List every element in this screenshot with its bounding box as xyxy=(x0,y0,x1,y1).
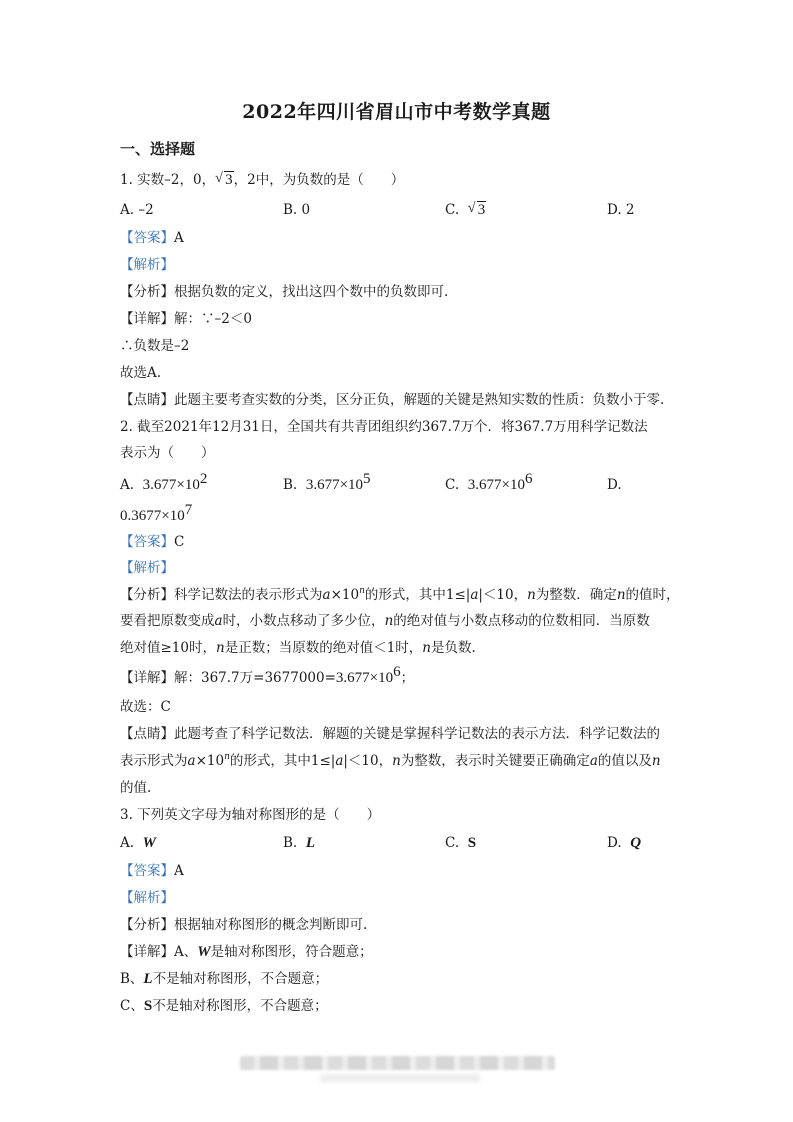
q1-option-a: A. –2 xyxy=(120,202,154,218)
q3-fenxi: 【分析】根据轴对称图形的概念判断即可. xyxy=(120,917,368,933)
sqrt-3: √ 3 xyxy=(215,171,233,188)
q2-fenxi-line1: 【分析】科学记数法的表示形式为$a\times 10^n$的形式，其中1≤|a|＜10，n为整数．确定n的值时， xyxy=(120,586,680,603)
q2-dianjing-line3: 的值. xyxy=(120,780,152,796)
q2-option-b: B. $3.677\times 10^5$ xyxy=(283,471,371,493)
sqrt-3-option: √ 3 xyxy=(467,201,486,218)
q1-answer: 【答案】A xyxy=(120,230,184,246)
q2-xiangjie: 【详解】解：367.7万$=3677000=3.677\times 10^6$； xyxy=(120,664,415,686)
q1-analysis-tag: 【解析】 xyxy=(120,257,174,273)
q2-fenxi-line2: 要看把原数变成a时，小数点移动了多少位，n的绝对值与小数点移动的位数相同．当原数 xyxy=(120,613,650,629)
q3-analysis-tag: 【解析】 xyxy=(120,890,174,906)
q2-option-d-label: D. xyxy=(607,477,622,493)
q2-choose: 故选：C xyxy=(120,699,171,715)
blurred-watermark xyxy=(240,1056,555,1070)
q2-dianjing-line2: 表示形式为$a\times 10^n$的形式，其中1≤|a|＜10，n为整数，表示时关键要正确确定a的值以及n xyxy=(120,752,661,769)
q3-answer: 【答案】A xyxy=(120,863,184,879)
q2-analysis-tag: 【解析】 xyxy=(120,560,174,576)
q2-option-c: C. $3.677\times 10^6$ xyxy=(445,471,533,493)
q3-stem: 3. 下列英文字母为轴对称图形的是（ ） xyxy=(120,807,381,823)
q2-stem-line1: 2. 截至2021年12月31日，全国共有共青团组织约367.7万个．将367.7万用科学记数法 xyxy=(120,419,648,435)
q3-option-d: D. Q xyxy=(607,835,642,851)
q3-line-b: B、L不是轴对称图形，不合题意； xyxy=(120,971,329,987)
q1-stem-start: 1. 实数–2，0， xyxy=(120,172,216,188)
q3-option-a: A. W xyxy=(120,835,156,851)
q3-option-b: B. L xyxy=(283,835,315,851)
q2-answer: 【答案】C xyxy=(120,534,185,550)
q2-stem-line2: 表示为（ ） xyxy=(120,445,215,461)
q3-line-c: C、S不是轴对称图形，不合题意； xyxy=(120,998,328,1014)
page-title: 2022年四川省眉山市中考数学真题 xyxy=(242,101,551,123)
q1-fenxi: 【分析】根据负数的定义，找出这四个数中的负数即可. xyxy=(120,284,449,300)
q2-dianjing-line1: 【点睛】此题考查了科学记数法．解题的关键是掌握科学记数法的表示方法．科学记数法的 xyxy=(120,726,660,742)
q1-option-c: C. √ 3 xyxy=(445,201,486,218)
q1-dianjing: 【点睛】此题主要考查实数的分类，区分正负，解题的关键是熟知实数的性质：负数小于零. xyxy=(120,392,665,408)
q3-xiangjie: 【详解】A、W是轴对称图形，符合题意； xyxy=(120,944,373,960)
q1-stem xyxy=(120,170,404,190)
q1-option-d: D. 2 xyxy=(607,202,635,218)
q2-fenxi-line3: 绝对值≥10时，n是正数；当原数的绝对值＜1时，n是负数. xyxy=(120,640,476,656)
q2-option-a: A. $3.677\times 10^2$ xyxy=(120,471,208,493)
blurred-watermark-sub xyxy=(320,1074,480,1082)
q1-choose: 故选A. xyxy=(120,365,162,381)
q2-option-d: $0.3677\times 10^7$ xyxy=(120,502,193,524)
q3-option-c: C. S xyxy=(445,835,477,851)
q1-xiangjie: 【详解】解：∵–2＜0 xyxy=(120,311,252,327)
section-heading: 一、选择题 xyxy=(120,140,196,158)
q1-option-b: B. 0 xyxy=(283,202,311,218)
q1-negative-line: ∴负数是–2 xyxy=(120,338,190,354)
q1-stem-end: ，2中，为负数的是（ ） xyxy=(233,172,405,188)
